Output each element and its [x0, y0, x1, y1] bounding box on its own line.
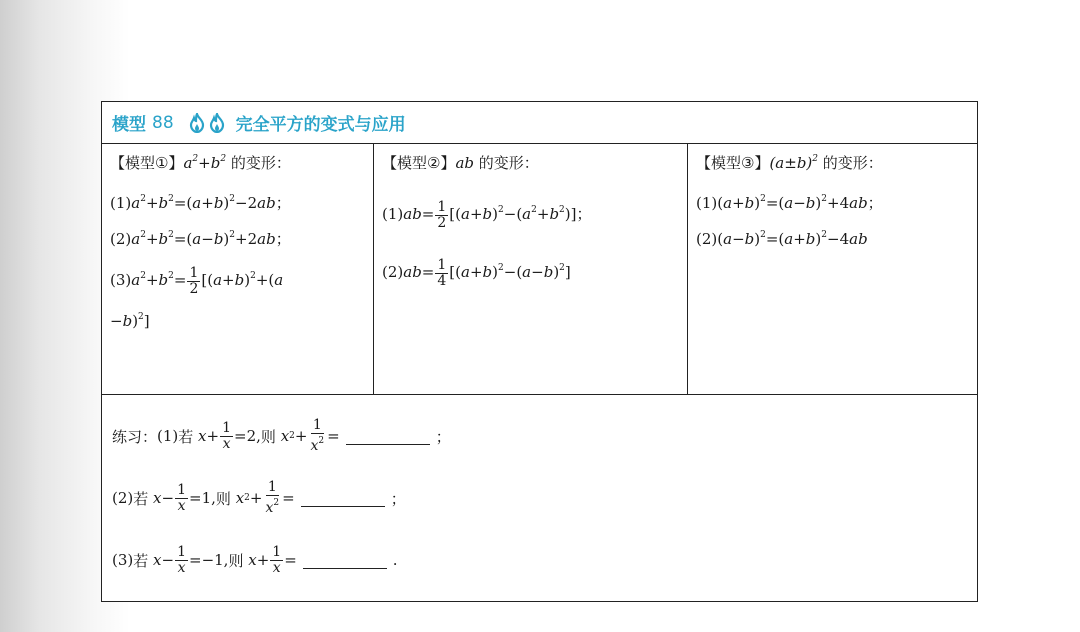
- model-3-column: [688, 144, 977, 394]
- model-label: 模型: [112, 115, 146, 135]
- formula-line: $(2)a^2+b^2=(a-b)^2+2ab$；: [110, 230, 291, 248]
- practice-item-2: (2) 若 x − $\frac{1}{x}$ =1, 则 x 2 + $\frac{1}{x^2}$ = ；: [112, 479, 406, 516]
- model-1-column: [102, 144, 374, 394]
- formula-line: $(3)a^2+b^2=$ $\frac{1}{2}$ [$(a+b)^2+(a$: [110, 264, 284, 297]
- formula-line: $(1)a^2+b^2=(a+b)^2-2ab$；: [110, 194, 291, 212]
- flame-icon: [188, 113, 206, 133]
- model-2-column: [374, 144, 688, 394]
- practice-item-3: (3) 若 x − $\frac{1}{x}$ =−1, 则 x + $\frac{1}{x}$ = .: [112, 543, 398, 576]
- formula-line: $(2)(a-b)^2=(a+b)^2-4ab$: [696, 230, 868, 248]
- practice-section: [102, 395, 977, 601]
- answer-blank[interactable]: [301, 490, 385, 507]
- answer-blank[interactable]: [303, 552, 387, 569]
- model-1-header: 【模型①】$a^2+b^2$ 的变形：: [110, 154, 291, 172]
- model-card: [101, 101, 978, 602]
- formula-line: (1)ab= $\frac{1}{2}$ $[(a+b)^2-(a^2+b^2)]$；: [382, 198, 592, 231]
- model-number: 88: [152, 112, 174, 133]
- topic-title: 完全平方的变式与应用: [235, 115, 406, 135]
- card-title: [102, 102, 977, 144]
- formula-line: −b)$^2$]: [110, 312, 150, 330]
- model-2-header: 【模型②】ab 的变形：: [382, 154, 539, 172]
- flame-icon: [208, 113, 226, 133]
- models-row: [102, 144, 977, 395]
- model-3-header: 【模型③】$(a\pm b)^2$ 的变形：: [696, 154, 883, 172]
- answer-blank[interactable]: [346, 428, 430, 445]
- practice-item-1: 练习： (1) 若 x + $\frac{1}{x}$ =2, 则 x 2 + $\frac{1}{x^2}$ = ；: [112, 417, 451, 454]
- formula-line: $(1)(a+b)^2=(a-b)^2+4ab$；: [696, 194, 883, 212]
- formula-line: (2)ab= $\frac{1}{4}$ $[(a+b)^2-(a-b)^2]$: [382, 256, 571, 289]
